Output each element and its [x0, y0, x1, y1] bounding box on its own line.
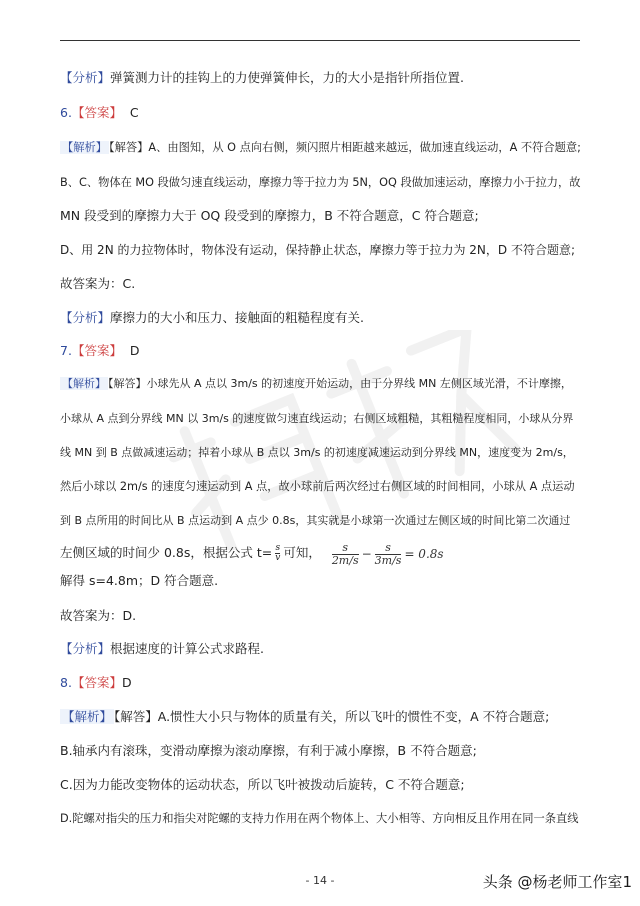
q6-line-3: MN 段受到的摩擦力大于 OQ 段受到的摩擦力，B 不符合题意，C 符合题意; — [60, 208, 479, 223]
q7-explain-line-3 — [60, 444, 580, 462]
q7-explain-line-1 — [60, 375, 580, 393]
q8-line-2: B.轴承内有滚珠，变滑动摩擦为滚动摩擦，有利于减小摩擦，B 不符合题意; — [60, 743, 477, 758]
fraction-denominator: 3m/s — [374, 553, 402, 567]
q6-number: 6. — [60, 105, 72, 120]
q6-answer-line — [60, 104, 580, 122]
answer-tag: 【答案】 — [71, 675, 122, 690]
q8-explain-line-3 — [60, 776, 580, 794]
q8-explain-line-2 — [60, 742, 580, 760]
q7-answer-line — [60, 342, 580, 360]
q7-explain-line-4 — [60, 478, 580, 496]
q6-analysis-text: 摩擦力的大小和压力、接触面的粗糙程度有关. — [110, 310, 364, 325]
q8-explain-line-4 — [60, 810, 580, 828]
q5-analysis-text: 弹簧测力计的挂钩上的力使弹簧伸长，力的大小是指针所指位置. — [110, 70, 464, 85]
q6-explain-line-2 — [60, 174, 580, 192]
fraction-numerator: s — [342, 540, 349, 554]
speed-formula-fraction — [275, 544, 280, 563]
q7-line-2: 小球从 A 点到分界线 MN 以 3m/s 的速度做匀速直线运动；右侧区域粗糙，其粗糙程度相同，小球从分界 — [60, 412, 574, 425]
q8-line-4: D.陀螺对指尖的压力和指尖对陀螺的支持力作用在两个物体上、大小相等、方向相反且作用在同一条直线 — [60, 812, 579, 825]
fraction-first — [332, 542, 359, 567]
q6-answer: C — [129, 105, 139, 120]
fraction-numerator: s — [275, 543, 281, 553]
q7-solve-text: 解得 s=4.8m；D 符合题意. — [60, 573, 219, 588]
page-number: - 14 - — [305, 874, 335, 887]
q6-explain-line-1 — [60, 139, 580, 157]
minus-sign: − — [361, 546, 372, 561]
q7-formula-line — [60, 540, 580, 566]
q7-line-1: 小球先从 A 点以 3m/s 的初速度开始运动，由于分界线 MN 左侧区域光滑，不计摩擦， — [146, 377, 572, 390]
header-rule — [60, 40, 580, 41]
explain-tag: 【解析】 — [62, 141, 108, 154]
q6-conclusion — [60, 275, 580, 293]
q6-explain-line-4 — [60, 241, 580, 259]
q7-analysis-text: 根据速度的计算公式求路程. — [110, 641, 264, 656]
fraction-denominator: v — [275, 553, 281, 563]
q7-solve-line — [60, 572, 580, 590]
q8-answer: D — [121, 675, 132, 690]
q8-line-1: A.惯性大小只与物体的质量有关，所以飞叶的惯性不变，A 不符合题意; — [157, 709, 550, 724]
q5-analysis-line — [60, 69, 580, 87]
q6-explain-line-3 — [60, 207, 580, 225]
fraction-numerator: s — [385, 540, 391, 554]
q8-line-3: C.因为力能改变物体的运动状态，所以飞叶被拨动后旋转，C 不符合题意; — [60, 777, 465, 792]
q7-line-5: 到 B 点所用的时间比从 B 点运动到 A 点少 0.8s，其实就是小球第一次通过左侧区域的时间比第二次通过 — [60, 514, 571, 527]
q6-analysis-line — [60, 309, 580, 327]
q7-conclusion-text: 故答案为：D. — [60, 608, 137, 623]
q7-answer: D — [129, 343, 140, 358]
q7-line-4: 然后小球以 2m/s 的速度匀速运动到 A 点，故小球前后两次经过右侧区域的时间相同，小球从 A 点运动 — [60, 480, 575, 493]
answer-tag: 【答案】 — [71, 105, 122, 120]
q7-conclusion — [60, 607, 580, 625]
fraction-second — [375, 542, 402, 567]
q6-line-4: D、用 2N 的力拉物体时，物体没有运动，保持静止状态，摩擦力等于拉力为 2N，D 不符合题意; — [60, 243, 576, 257]
q6-line-2: B、C、物体在 MO 段做匀速直线运动，摩擦力等于拉力为 5N，OQ 段做加速运动，摩擦力小于拉力，故 — [60, 176, 581, 189]
solve-tag: 【解答】 — [109, 141, 149, 154]
q8-explain-line-1 — [60, 708, 580, 726]
solve-tag: 【解答】 — [114, 709, 158, 724]
q7-line-6-tail: 可知， — [283, 545, 321, 560]
q7-number: 7. — [60, 343, 72, 358]
solve-tag: 【解答】 — [108, 377, 147, 390]
q7-line-6: 左侧区域的时间少 0.8s，根据公式 t= — [60, 545, 273, 560]
fraction-denominator: 2m/s — [331, 553, 359, 567]
q8-number: 8. — [60, 675, 72, 690]
q7-analysis-line — [60, 640, 580, 658]
q7-explain-line-5 — [60, 512, 580, 530]
q6-line-5: 故答案为：C. — [60, 276, 136, 291]
analysis-tag: 【分析】 — [60, 641, 111, 656]
explain-tag: 【解析】 — [62, 377, 106, 390]
formula-result: = 0.8s — [404, 546, 444, 561]
time-difference-formula — [329, 541, 444, 567]
q6-line-1: A、由图知，从 O 点向右侧，频闪照片相距越来越远，做加速直线运动，A 不符合题意; — [148, 141, 581, 154]
analysis-tag: 【分析】 — [60, 70, 111, 85]
author-credit: 头条 @杨老师工作室1 — [482, 873, 632, 891]
answer-tag: 【答案】 — [71, 343, 122, 358]
q7-explain-line-2 — [60, 410, 580, 428]
explain-tag: 【解析】 — [62, 709, 113, 724]
q8-answer-line — [60, 674, 580, 692]
analysis-tag: 【分析】 — [60, 310, 111, 325]
q7-line-3: 线 MN 到 B 点做减速运动；掉着小球从 B 点以 3m/s 的初速度减速运动到分界线 MN，速度变为 2m/s， — [60, 446, 574, 459]
